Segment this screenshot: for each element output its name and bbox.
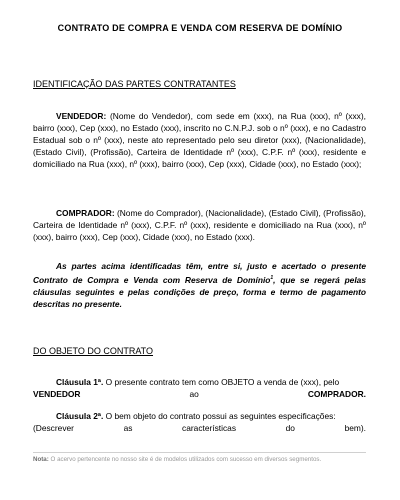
clause-2-word-3: características xyxy=(182,423,237,433)
clause-2-word-4: do xyxy=(285,423,295,433)
clause-1-label: Cláusula 1ª. xyxy=(56,377,104,387)
agreement-text: As partes acima identificadas têm, entre si, justo e acertado o presente Contrato de Compra e Venda com Reserva de Domínio xyxy=(33,261,366,285)
clause-1-text: O presente contrato tem como OBJETO a venda de (xxx), pelo xyxy=(103,377,340,387)
footnote-label: Nota: xyxy=(33,456,49,463)
buyer-paragraph xyxy=(33,207,366,243)
footnote xyxy=(33,455,373,464)
clause-2-word-5: bem). xyxy=(344,423,366,433)
section-heading-object: DO OBJETO DO CONTRATO xyxy=(33,346,154,356)
parties-agreement-paragraph xyxy=(33,260,366,310)
buyer-label: COMPRADOR: xyxy=(56,208,115,218)
clause-1-buyer: COMPRADOR. xyxy=(307,389,366,399)
footnote-text: O acervo pertencente no nosso site é de modelos utilizados com sucesso em diversos segmentos. xyxy=(48,456,322,463)
clause-1-seller: VENDEDOR xyxy=(33,389,81,399)
clause-1-ao: ao xyxy=(189,389,199,399)
clause-2-text: O bem objeto do contrato possui as seguintes especificações: xyxy=(103,411,336,421)
clause-2 xyxy=(33,410,366,434)
footnote-divider xyxy=(33,452,366,453)
seller-text: (Nome do Vendedor), com sede em (xxx), na Rua (xxx), nº (xxx), bairro (xxx), Cep (xxx), no Estado (xxx), inscrito no C.N.P.J. sob o nº (xxx), e no Cadastro Estadual sob o nº (xxx), neste ato representado pelo seu diretor (xxx), (Nacionalidade), (Estado Civil), (Profissão), Carteira de Identidade nº (xxx), C.P.F. nº (xxx), residente e domiciliado na Rua (xxx), nº (xxx), bairro (xxx), Cep (xxx), Cidade (xxx), no Estado (xxx); xyxy=(33,111,366,169)
document-title: CONTRATO DE COMPRA E VENDA COM RESERVA DE DOMÍNIO xyxy=(57,23,343,33)
seller-paragraph xyxy=(33,110,366,170)
agreement-text-cont: , que se regerá pelas cláusulas seguintes e pelas condições de preço, forma e termo de pagamento descritas no presente. xyxy=(33,274,366,309)
clause-2-word-2: as xyxy=(123,423,133,433)
buyer-text: (Nome do Comprador), (Nacionalidade), (Estado Civil), (Profissão), Carteira de Identidade nº (xxx), C.P.F. nº (xxx), residente e domiciliado na Rua (xxx), nº (xxx), bairro (xxx), Cep (xxx), Cidade (xxx), no Estado (xxx). xyxy=(33,208,366,242)
clause-2-label: Cláusula 2ª. xyxy=(56,411,104,421)
section-heading-parties: IDENTIFICAÇÃO DAS PARTES CONTRATANTES xyxy=(33,79,236,89)
clause-1 xyxy=(33,376,366,400)
seller-label: VENDEDOR: xyxy=(56,111,107,121)
clause-2-word-1: (Descrever xyxy=(33,423,74,433)
footnote-ref: 1 xyxy=(270,275,274,281)
